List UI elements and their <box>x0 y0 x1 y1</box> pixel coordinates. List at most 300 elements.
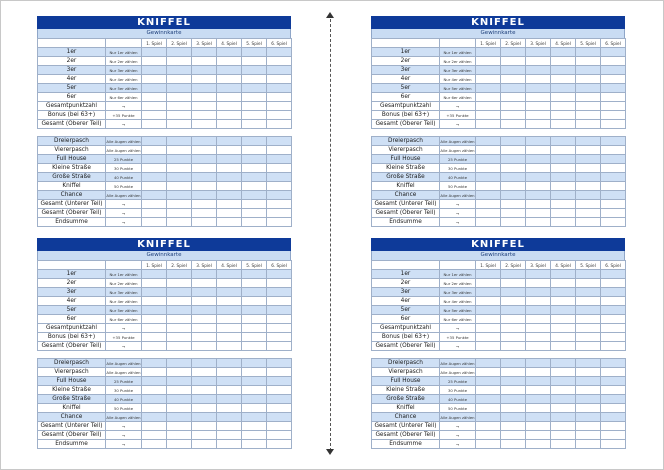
score-cell[interactable] <box>476 200 501 209</box>
score-cell[interactable] <box>476 315 501 324</box>
score-cell[interactable] <box>167 48 192 57</box>
score-cell[interactable] <box>217 200 242 209</box>
score-cell[interactable] <box>551 324 576 333</box>
score-cell[interactable] <box>242 306 267 315</box>
score-cell[interactable] <box>551 48 576 57</box>
score-cell[interactable] <box>217 164 242 173</box>
score-cell[interactable] <box>217 182 242 191</box>
score-cell[interactable] <box>217 297 242 306</box>
score-cell[interactable] <box>601 359 626 368</box>
score-cell[interactable] <box>142 111 167 120</box>
score-cell[interactable] <box>192 306 217 315</box>
score-cell[interactable] <box>192 182 217 191</box>
score-cell[interactable] <box>526 404 551 413</box>
score-cell[interactable] <box>501 422 526 431</box>
score-cell[interactable] <box>526 279 551 288</box>
score-cell[interactable] <box>551 413 576 422</box>
score-cell[interactable] <box>267 57 292 66</box>
score-cell[interactable] <box>501 66 526 75</box>
score-cell[interactable] <box>242 191 267 200</box>
score-cell[interactable] <box>476 368 501 377</box>
score-cell[interactable] <box>167 57 192 66</box>
score-cell[interactable] <box>192 191 217 200</box>
score-cell[interactable] <box>217 440 242 449</box>
score-cell[interactable] <box>501 48 526 57</box>
score-cell[interactable] <box>192 440 217 449</box>
score-cell[interactable] <box>601 440 626 449</box>
score-cell[interactable] <box>601 218 626 227</box>
score-cell[interactable] <box>576 75 601 84</box>
score-cell[interactable] <box>526 173 551 182</box>
score-cell[interactable] <box>476 155 501 164</box>
score-cell[interactable] <box>217 218 242 227</box>
score-cell[interactable] <box>242 333 267 342</box>
score-cell[interactable] <box>526 102 551 111</box>
score-cell[interactable] <box>217 120 242 129</box>
score-cell[interactable] <box>551 146 576 155</box>
score-cell[interactable] <box>576 209 601 218</box>
score-cell[interactable] <box>192 120 217 129</box>
score-cell[interactable] <box>476 413 501 422</box>
score-cell[interactable] <box>526 200 551 209</box>
score-cell[interactable] <box>192 395 217 404</box>
score-cell[interactable] <box>576 377 601 386</box>
score-cell[interactable] <box>142 422 167 431</box>
score-cell[interactable] <box>501 386 526 395</box>
score-cell[interactable] <box>601 173 626 182</box>
score-cell[interactable] <box>142 155 167 164</box>
score-cell[interactable] <box>576 57 601 66</box>
score-cell[interactable] <box>242 200 267 209</box>
score-cell[interactable] <box>192 57 217 66</box>
score-cell[interactable] <box>526 333 551 342</box>
score-cell[interactable] <box>551 102 576 111</box>
score-cell[interactable] <box>242 440 267 449</box>
score-cell[interactable] <box>476 306 501 315</box>
score-cell[interactable] <box>601 75 626 84</box>
score-cell[interactable] <box>526 191 551 200</box>
score-cell[interactable] <box>601 306 626 315</box>
score-cell[interactable] <box>576 200 601 209</box>
score-cell[interactable] <box>242 137 267 146</box>
score-cell[interactable] <box>501 377 526 386</box>
score-cell[interactable] <box>167 146 192 155</box>
score-cell[interactable] <box>501 84 526 93</box>
score-cell[interactable] <box>242 102 267 111</box>
score-cell[interactable] <box>192 146 217 155</box>
score-cell[interactable] <box>167 209 192 218</box>
score-cell[interactable] <box>267 84 292 93</box>
score-cell[interactable] <box>242 288 267 297</box>
score-cell[interactable] <box>242 57 267 66</box>
score-cell[interactable] <box>501 191 526 200</box>
score-cell[interactable] <box>501 359 526 368</box>
score-cell[interactable] <box>217 359 242 368</box>
score-cell[interactable] <box>167 279 192 288</box>
score-cell[interactable] <box>167 315 192 324</box>
score-cell[interactable] <box>142 413 167 422</box>
score-cell[interactable] <box>242 146 267 155</box>
score-cell[interactable] <box>576 182 601 191</box>
score-cell[interactable] <box>526 57 551 66</box>
score-cell[interactable] <box>601 137 626 146</box>
score-cell[interactable] <box>192 342 217 351</box>
score-cell[interactable] <box>551 333 576 342</box>
score-cell[interactable] <box>167 333 192 342</box>
score-cell[interactable] <box>217 279 242 288</box>
score-cell[interactable] <box>601 182 626 191</box>
score-cell[interactable] <box>551 306 576 315</box>
score-cell[interactable] <box>476 191 501 200</box>
score-cell[interactable] <box>601 395 626 404</box>
score-cell[interactable] <box>501 333 526 342</box>
score-cell[interactable] <box>476 440 501 449</box>
score-cell[interactable] <box>551 422 576 431</box>
score-cell[interactable] <box>242 386 267 395</box>
score-cell[interactable] <box>501 209 526 218</box>
score-cell[interactable] <box>217 48 242 57</box>
score-cell[interactable] <box>217 386 242 395</box>
score-cell[interactable] <box>601 297 626 306</box>
score-cell[interactable] <box>601 93 626 102</box>
score-cell[interactable] <box>142 440 167 449</box>
score-cell[interactable] <box>167 297 192 306</box>
score-cell[interactable] <box>242 404 267 413</box>
score-cell[interactable] <box>142 279 167 288</box>
score-cell[interactable] <box>142 146 167 155</box>
score-cell[interactable] <box>501 146 526 155</box>
score-cell[interactable] <box>167 182 192 191</box>
score-cell[interactable] <box>501 155 526 164</box>
score-cell[interactable] <box>551 191 576 200</box>
score-cell[interactable] <box>476 102 501 111</box>
score-cell[interactable] <box>167 306 192 315</box>
score-cell[interactable] <box>192 93 217 102</box>
score-cell[interactable] <box>267 102 292 111</box>
score-cell[interactable] <box>551 137 576 146</box>
score-cell[interactable] <box>526 324 551 333</box>
score-cell[interactable] <box>526 431 551 440</box>
score-cell[interactable] <box>551 209 576 218</box>
score-cell[interactable] <box>217 57 242 66</box>
score-cell[interactable] <box>192 164 217 173</box>
score-cell[interactable] <box>142 84 167 93</box>
score-cell[interactable] <box>601 57 626 66</box>
score-cell[interactable] <box>526 155 551 164</box>
score-cell[interactable] <box>601 368 626 377</box>
score-cell[interactable] <box>601 324 626 333</box>
score-cell[interactable] <box>501 111 526 120</box>
score-cell[interactable] <box>576 137 601 146</box>
score-cell[interactable] <box>192 422 217 431</box>
score-cell[interactable] <box>167 120 192 129</box>
score-cell[interactable] <box>526 93 551 102</box>
score-cell[interactable] <box>526 146 551 155</box>
score-cell[interactable] <box>476 146 501 155</box>
score-cell[interactable] <box>167 431 192 440</box>
score-cell[interactable] <box>551 84 576 93</box>
score-cell[interactable] <box>242 93 267 102</box>
score-cell[interactable] <box>501 120 526 129</box>
score-cell[interactable] <box>192 84 217 93</box>
score-cell[interactable] <box>576 422 601 431</box>
score-cell[interactable] <box>526 48 551 57</box>
score-cell[interactable] <box>476 297 501 306</box>
score-cell[interactable] <box>526 315 551 324</box>
score-cell[interactable] <box>267 173 292 182</box>
score-cell[interactable] <box>142 315 167 324</box>
score-cell[interactable] <box>601 333 626 342</box>
score-cell[interactable] <box>576 155 601 164</box>
score-cell[interactable] <box>526 75 551 84</box>
score-cell[interactable] <box>217 173 242 182</box>
score-cell[interactable] <box>267 306 292 315</box>
score-cell[interactable] <box>601 431 626 440</box>
score-cell[interactable] <box>142 200 167 209</box>
score-cell[interactable] <box>192 404 217 413</box>
score-cell[interactable] <box>576 48 601 57</box>
score-cell[interactable] <box>551 182 576 191</box>
score-cell[interactable] <box>242 182 267 191</box>
score-cell[interactable] <box>476 182 501 191</box>
score-cell[interactable] <box>267 93 292 102</box>
score-cell[interactable] <box>167 137 192 146</box>
score-cell[interactable] <box>551 288 576 297</box>
score-cell[interactable] <box>551 93 576 102</box>
score-cell[interactable] <box>142 102 167 111</box>
score-cell[interactable] <box>242 377 267 386</box>
score-cell[interactable] <box>192 386 217 395</box>
score-cell[interactable] <box>242 368 267 377</box>
score-cell[interactable] <box>192 431 217 440</box>
score-cell[interactable] <box>501 75 526 84</box>
score-cell[interactable] <box>501 315 526 324</box>
score-cell[interactable] <box>242 48 267 57</box>
score-cell[interactable] <box>142 66 167 75</box>
score-cell[interactable] <box>551 164 576 173</box>
score-cell[interactable] <box>476 279 501 288</box>
score-cell[interactable] <box>526 84 551 93</box>
score-cell[interactable] <box>601 146 626 155</box>
score-cell[interactable] <box>476 377 501 386</box>
score-cell[interactable] <box>476 66 501 75</box>
score-cell[interactable] <box>526 111 551 120</box>
score-cell[interactable] <box>501 173 526 182</box>
score-cell[interactable] <box>551 120 576 129</box>
score-cell[interactable] <box>576 297 601 306</box>
score-cell[interactable] <box>167 270 192 279</box>
score-cell[interactable] <box>217 395 242 404</box>
score-cell[interactable] <box>551 111 576 120</box>
score-cell[interactable] <box>217 315 242 324</box>
score-cell[interactable] <box>267 377 292 386</box>
score-cell[interactable] <box>267 324 292 333</box>
score-cell[interactable] <box>526 270 551 279</box>
score-cell[interactable] <box>601 48 626 57</box>
score-cell[interactable] <box>476 48 501 57</box>
score-cell[interactable] <box>501 342 526 351</box>
score-cell[interactable] <box>142 218 167 227</box>
score-cell[interactable] <box>551 279 576 288</box>
score-cell[interactable] <box>526 182 551 191</box>
score-cell[interactable] <box>576 93 601 102</box>
score-cell[interactable] <box>551 155 576 164</box>
score-cell[interactable] <box>217 146 242 155</box>
score-cell[interactable] <box>217 377 242 386</box>
score-cell[interactable] <box>526 368 551 377</box>
score-cell[interactable] <box>267 342 292 351</box>
score-cell[interactable] <box>476 333 501 342</box>
score-cell[interactable] <box>217 102 242 111</box>
score-cell[interactable] <box>217 342 242 351</box>
score-cell[interactable] <box>476 137 501 146</box>
score-cell[interactable] <box>167 164 192 173</box>
score-cell[interactable] <box>601 315 626 324</box>
score-cell[interactable] <box>526 440 551 449</box>
score-cell[interactable] <box>267 270 292 279</box>
score-cell[interactable] <box>192 48 217 57</box>
score-cell[interactable] <box>192 66 217 75</box>
score-cell[interactable] <box>142 395 167 404</box>
score-cell[interactable] <box>142 377 167 386</box>
score-cell[interactable] <box>142 342 167 351</box>
score-cell[interactable] <box>217 155 242 164</box>
score-cell[interactable] <box>476 404 501 413</box>
score-cell[interactable] <box>167 342 192 351</box>
score-cell[interactable] <box>601 120 626 129</box>
score-cell[interactable] <box>476 218 501 227</box>
score-cell[interactable] <box>142 324 167 333</box>
score-cell[interactable] <box>501 102 526 111</box>
score-cell[interactable] <box>601 404 626 413</box>
score-cell[interactable] <box>242 111 267 120</box>
score-cell[interactable] <box>192 137 217 146</box>
score-cell[interactable] <box>576 368 601 377</box>
score-cell[interactable] <box>192 173 217 182</box>
score-cell[interactable] <box>142 297 167 306</box>
score-cell[interactable] <box>167 191 192 200</box>
score-cell[interactable] <box>551 377 576 386</box>
score-cell[interactable] <box>242 395 267 404</box>
score-cell[interactable] <box>576 306 601 315</box>
score-cell[interactable] <box>476 209 501 218</box>
score-cell[interactable] <box>601 377 626 386</box>
score-cell[interactable] <box>526 422 551 431</box>
score-cell[interactable] <box>601 155 626 164</box>
score-cell[interactable] <box>142 191 167 200</box>
score-cell[interactable] <box>267 200 292 209</box>
score-cell[interactable] <box>601 84 626 93</box>
score-cell[interactable] <box>551 386 576 395</box>
score-cell[interactable] <box>242 155 267 164</box>
score-cell[interactable] <box>242 342 267 351</box>
score-cell[interactable] <box>192 297 217 306</box>
score-cell[interactable] <box>167 93 192 102</box>
score-cell[interactable] <box>167 422 192 431</box>
score-cell[interactable] <box>192 270 217 279</box>
score-cell[interactable] <box>576 395 601 404</box>
score-cell[interactable] <box>192 279 217 288</box>
score-cell[interactable] <box>267 404 292 413</box>
score-cell[interactable] <box>242 84 267 93</box>
score-cell[interactable] <box>551 218 576 227</box>
score-cell[interactable] <box>142 120 167 129</box>
score-cell[interactable] <box>242 431 267 440</box>
score-cell[interactable] <box>576 279 601 288</box>
score-cell[interactable] <box>476 395 501 404</box>
score-cell[interactable] <box>576 120 601 129</box>
score-cell[interactable] <box>242 324 267 333</box>
score-cell[interactable] <box>551 75 576 84</box>
score-cell[interactable] <box>217 306 242 315</box>
score-cell[interactable] <box>267 146 292 155</box>
score-cell[interactable] <box>167 404 192 413</box>
score-cell[interactable] <box>576 431 601 440</box>
score-cell[interactable] <box>576 359 601 368</box>
score-cell[interactable] <box>601 288 626 297</box>
score-cell[interactable] <box>242 413 267 422</box>
score-cell[interactable] <box>601 200 626 209</box>
score-cell[interactable] <box>242 270 267 279</box>
score-cell[interactable] <box>501 440 526 449</box>
score-cell[interactable] <box>501 93 526 102</box>
score-cell[interactable] <box>501 288 526 297</box>
score-cell[interactable] <box>242 120 267 129</box>
score-cell[interactable] <box>167 218 192 227</box>
score-cell[interactable] <box>551 270 576 279</box>
score-cell[interactable] <box>242 164 267 173</box>
score-cell[interactable] <box>142 164 167 173</box>
score-cell[interactable] <box>526 288 551 297</box>
score-cell[interactable] <box>192 155 217 164</box>
score-cell[interactable] <box>526 218 551 227</box>
score-cell[interactable] <box>267 182 292 191</box>
score-cell[interactable] <box>217 111 242 120</box>
score-cell[interactable] <box>501 182 526 191</box>
score-cell[interactable] <box>476 359 501 368</box>
score-cell[interactable] <box>476 75 501 84</box>
score-cell[interactable] <box>551 359 576 368</box>
score-cell[interactable] <box>526 209 551 218</box>
score-cell[interactable] <box>217 324 242 333</box>
score-cell[interactable] <box>551 342 576 351</box>
score-cell[interactable] <box>267 386 292 395</box>
score-cell[interactable] <box>267 155 292 164</box>
score-cell[interactable] <box>476 422 501 431</box>
score-cell[interactable] <box>576 146 601 155</box>
score-cell[interactable] <box>526 377 551 386</box>
score-cell[interactable] <box>142 75 167 84</box>
score-cell[interactable] <box>142 386 167 395</box>
score-cell[interactable] <box>192 368 217 377</box>
score-cell[interactable] <box>526 164 551 173</box>
score-cell[interactable] <box>576 270 601 279</box>
score-cell[interactable] <box>142 57 167 66</box>
score-cell[interactable] <box>192 102 217 111</box>
score-cell[interactable] <box>267 431 292 440</box>
score-cell[interactable] <box>267 164 292 173</box>
score-cell[interactable] <box>526 386 551 395</box>
score-cell[interactable] <box>217 404 242 413</box>
score-cell[interactable] <box>192 209 217 218</box>
score-cell[interactable] <box>192 200 217 209</box>
score-cell[interactable] <box>576 111 601 120</box>
score-cell[interactable] <box>267 48 292 57</box>
score-cell[interactable] <box>501 164 526 173</box>
score-cell[interactable] <box>217 422 242 431</box>
score-cell[interactable] <box>267 368 292 377</box>
score-cell[interactable] <box>167 440 192 449</box>
